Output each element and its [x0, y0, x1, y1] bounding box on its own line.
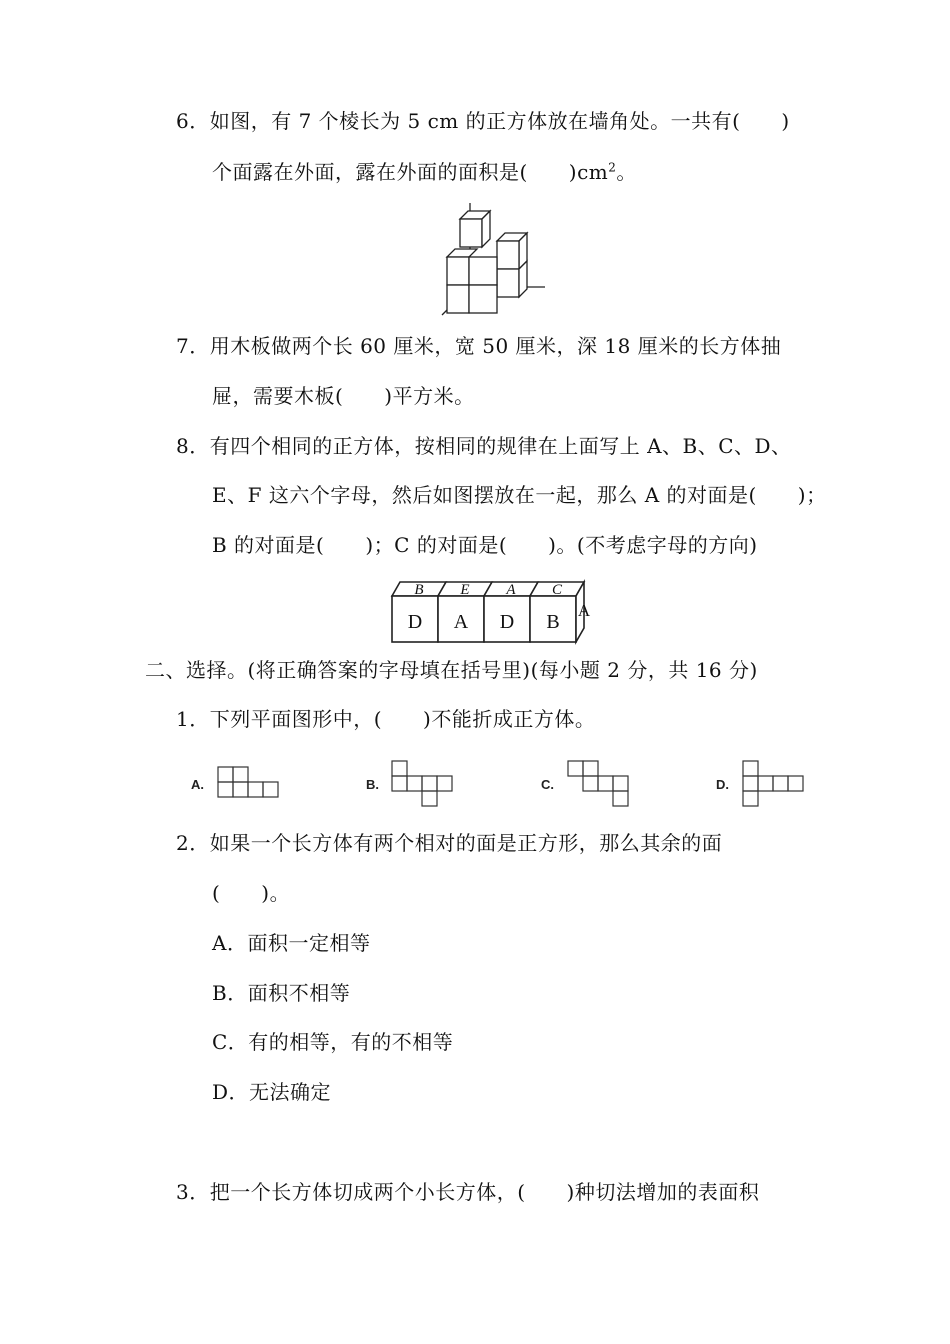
s2-q3-line-1: 3．把一个长方体切成两个小长方体，( )种切法增加的表面积: [176, 1180, 760, 1204]
cube-4-front-letter: B: [546, 611, 560, 633]
cube-2-front-letter: A: [453, 611, 469, 633]
cube-3-front-letter: D: [499, 611, 515, 633]
net-c: [568, 761, 628, 806]
option-d-label: D.: [716, 777, 729, 792]
s2-q2-option-b: B．面积不相等: [212, 981, 351, 1005]
s2-q2-option-c: C．有的相等，有的不相等: [212, 1030, 454, 1054]
net-a: [218, 767, 278, 797]
cube-2-top-letter: E: [460, 582, 470, 598]
q7-line-1: 7．用木板做两个长 60 厘米，宽 50 厘米，深 18 厘米的长方体抽: [176, 334, 782, 358]
s2-q2-line-1: 2．如果一个长方体有两个相对的面是正方形，那么其余的面: [176, 831, 723, 855]
s2-q2-line-2: ( )。: [212, 881, 291, 905]
q6-line-1: 6．如图，有 7 个棱长为 5 cm 的正方体放在墙角处。一共有( ): [176, 109, 790, 133]
q8-four-cubes-figure: [388, 578, 600, 646]
q6-line-2-text: 个面露在外面，露在外面的面积是( )cm: [212, 160, 609, 184]
q6-cube-stack-figure: [430, 195, 550, 320]
option-b-label: B.: [366, 777, 379, 792]
q8-line-3: B 的对面是( )；C 的对面是( )。(不考虑字母的方向): [212, 533, 758, 557]
cube-1-front-letter: D: [407, 611, 423, 633]
net-b: [392, 761, 452, 806]
net-d: [743, 761, 803, 806]
s2-q1-text: 1．下列平面图形中，( )不能折成正方体。: [176, 707, 596, 731]
q6-line-2: [212, 159, 637, 185]
q7-line-2: 屉，需要木板( )平方米。: [212, 384, 475, 408]
net-options-figure: [185, 755, 815, 813]
option-c-label: C.: [541, 777, 554, 792]
cube-1-top-letter: B: [414, 582, 424, 598]
cube-4-top-letter: C: [551, 582, 563, 598]
s2-q2-option-a: A．面积一定相等: [212, 931, 371, 955]
s2-q2-option-d: D．无法确定: [212, 1080, 332, 1104]
q6-unit-superscript: 2: [608, 160, 617, 175]
q6-line-2-end: 。: [616, 160, 637, 184]
cube-4-side-letter: A: [577, 601, 591, 620]
q8-line-2: E、F 这六个字母，然后如图摆放在一起，那么 A 的对面是( )；: [212, 483, 827, 507]
option-a-label: A.: [191, 777, 204, 792]
q8-line-1: 8．有四个相同的正方体，按相同的规律在上面写上 A、B、C、D、: [176, 434, 792, 458]
cube-3-top-letter: A: [506, 582, 516, 598]
section-2-heading: 二、选择。(将正确答案的字母填在括号里)(每小题 2 分，共 16 分): [145, 658, 758, 682]
